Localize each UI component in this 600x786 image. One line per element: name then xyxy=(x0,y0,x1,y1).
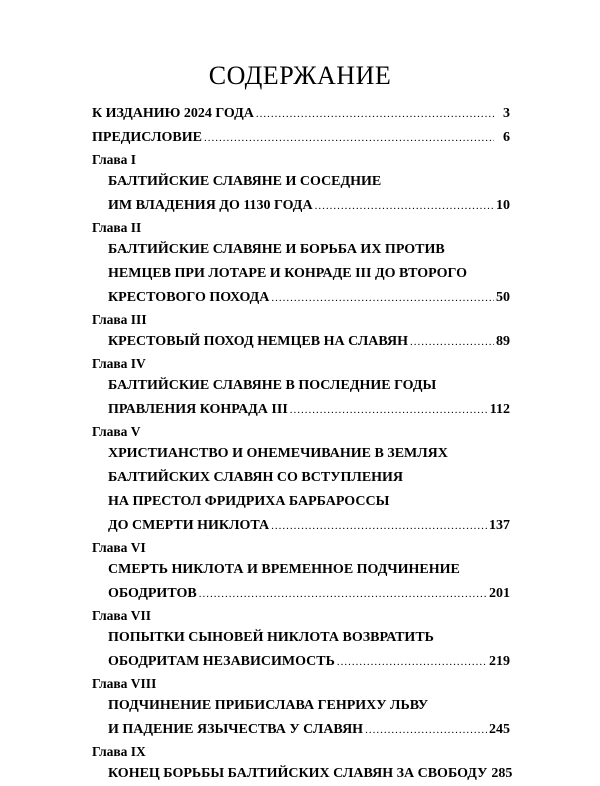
toc-page-number: 10 xyxy=(496,198,510,213)
toc-entry-title: И ПАДЕНИЕ ЯЗЫЧЕСТВА У СЛАВЯН xyxy=(108,722,364,737)
toc-page-number: 89 xyxy=(496,334,510,349)
chapter-label xyxy=(92,674,510,694)
chapter-label xyxy=(92,538,510,558)
toc-entry-title: ОБОДРИТОВ xyxy=(108,586,197,601)
toc-entry-title: ОБОДРИТАМ НЕЗАВИСИМОСТЬ xyxy=(108,654,335,669)
toc-entry-chapter-2 xyxy=(92,286,510,310)
leader-dots xyxy=(337,650,487,674)
leader-dots xyxy=(271,286,494,310)
toc-entry-title: СМЕРТЬ НИКЛОТА И ВРЕМЕННОЕ ПОДЧИНЕНИЕ xyxy=(108,562,460,577)
leader-dots xyxy=(315,194,494,218)
page-title: СОДЕРЖАНИЕ xyxy=(208,61,392,91)
toc-entry-chapter-3 xyxy=(92,330,510,354)
chapter-label-text: Глава III xyxy=(92,312,147,327)
chapter-label-text: Глава V xyxy=(92,424,141,439)
toc-page-number: 245 xyxy=(489,722,510,737)
toc-entry-title: БАЛТИЙСКИХ СЛАВЯН СО ВСТУПЛЕНИЯ xyxy=(108,470,404,485)
chapter-label xyxy=(92,218,510,238)
leader-dots xyxy=(365,718,487,742)
toc-entry-chapter-1 xyxy=(92,194,510,218)
chapter-label xyxy=(92,354,510,374)
toc-page-number: 50 xyxy=(496,290,510,305)
toc-entry-chapter-7 xyxy=(92,650,510,674)
toc-entry-chapter-4 xyxy=(92,398,510,422)
chapter-label xyxy=(92,742,510,762)
leader-dots xyxy=(256,102,494,126)
toc-page-number: 3 xyxy=(503,106,510,121)
toc-entry-title: ПОПЫТКИ СЫНОВЕЙ НИКЛОТА ВОЗВРАТИТЬ xyxy=(108,630,434,645)
toc-entry-line xyxy=(92,694,510,718)
chapter-label xyxy=(92,150,510,170)
toc-entry-line xyxy=(92,442,510,466)
table-of-contents xyxy=(92,102,513,786)
toc-entry-title: БАЛТИЙСКИЕ СЛАВЯНЕ В ПОСЛЕДНИЕ ГОДЫ xyxy=(108,378,437,393)
toc-entry-line xyxy=(92,170,510,194)
leader-dots xyxy=(204,126,494,150)
toc-page-number: 285 xyxy=(491,766,513,781)
toc-entry-title: ПОДЧИНЕНИЕ ПРИБИСЛАВА ГЕНРИХУ ЛЬВУ xyxy=(108,698,429,713)
toc-page-number: 137 xyxy=(489,518,510,533)
toc-entry-title: КОНЕЦ БОРЬБЫ БАЛТИЙСКИХ СЛАВЯН ЗА СВОБОДУ xyxy=(108,766,488,781)
toc-entry-title: ПРАВЛЕНИЯ КОНРАДА III xyxy=(108,402,288,417)
toc-page-number: 219 xyxy=(489,654,510,669)
toc-entry-chapter-9 xyxy=(92,762,513,786)
leader-dots xyxy=(199,582,487,606)
toc-entry-line xyxy=(92,466,510,490)
toc-entry-title: ПРЕДИСЛОВИЕ xyxy=(92,130,202,145)
toc-entry-line xyxy=(92,626,510,650)
chapter-label-text: Глава II xyxy=(92,220,142,235)
toc-entry-foreword-2024 xyxy=(92,102,510,126)
toc-entry-title: КРЕСТОВОГО ПОХОДА xyxy=(108,290,270,305)
toc-entry-chapter-6 xyxy=(92,582,510,606)
toc-entry-title: ДО СМЕРТИ НИКЛОТА xyxy=(108,518,270,533)
leader-dots xyxy=(290,398,488,422)
chapter-label-text: Глава VI xyxy=(92,540,146,555)
leader-dots xyxy=(271,514,487,538)
chapter-label-text: Глава VII xyxy=(92,608,152,623)
toc-entry-chapter-8 xyxy=(92,718,510,742)
toc-entry-title: БАЛТИЙСКИЕ СЛАВЯНЕ И БОРЬБА ИХ ПРОТИВ xyxy=(108,242,445,257)
toc-entry-preface xyxy=(92,126,510,150)
toc-page-number: 6 xyxy=(503,130,510,145)
leader-dots xyxy=(410,330,494,354)
toc-entry-line xyxy=(92,558,510,582)
chapter-label xyxy=(92,606,510,626)
toc-entry-title: ИМ ВЛАДЕНИЯ ДО 1130 ГОДА xyxy=(108,198,313,213)
chapter-label xyxy=(92,310,510,330)
chapter-label-text: Глава I xyxy=(92,152,137,167)
toc-entry-title: КРЕСТОВЫЙ ПОХОД НЕМЦЕВ НА СЛАВЯН xyxy=(108,334,409,349)
toc-entry-chapter-5 xyxy=(92,514,510,538)
toc-entry-title: ХРИСТИАНСТВО И ОНЕМЕЧИВАНИЕ В ЗЕМЛЯХ xyxy=(108,446,448,461)
toc-entry-line xyxy=(92,262,510,286)
toc-entry-line xyxy=(92,238,510,262)
toc-entry-line xyxy=(92,490,510,514)
toc-entry-title: НЕМЦЕВ ПРИ ЛОТАРЕ И КОНРАДЕ III ДО ВТОРОГО xyxy=(108,266,467,281)
chapter-label-text: Глава IX xyxy=(92,744,146,759)
toc-page-number: 112 xyxy=(489,402,510,417)
toc-entry-title: БАЛТИЙСКИЕ СЛАВЯНЕ И СОСЕДНИЕ xyxy=(108,174,382,189)
toc-entry-line xyxy=(92,374,510,398)
toc-entry-title: К ИЗДАНИЮ 2024 ГОДА xyxy=(92,106,254,121)
chapter-label-text: Глава IV xyxy=(92,356,146,371)
toc-page-number: 201 xyxy=(489,586,510,601)
toc-entry-title: НА ПРЕСТОЛ ФРИДРИХА БАРБАРОССЫ xyxy=(108,494,390,509)
chapter-label xyxy=(92,422,510,442)
chapter-label-text: Глава VIII xyxy=(92,676,157,691)
